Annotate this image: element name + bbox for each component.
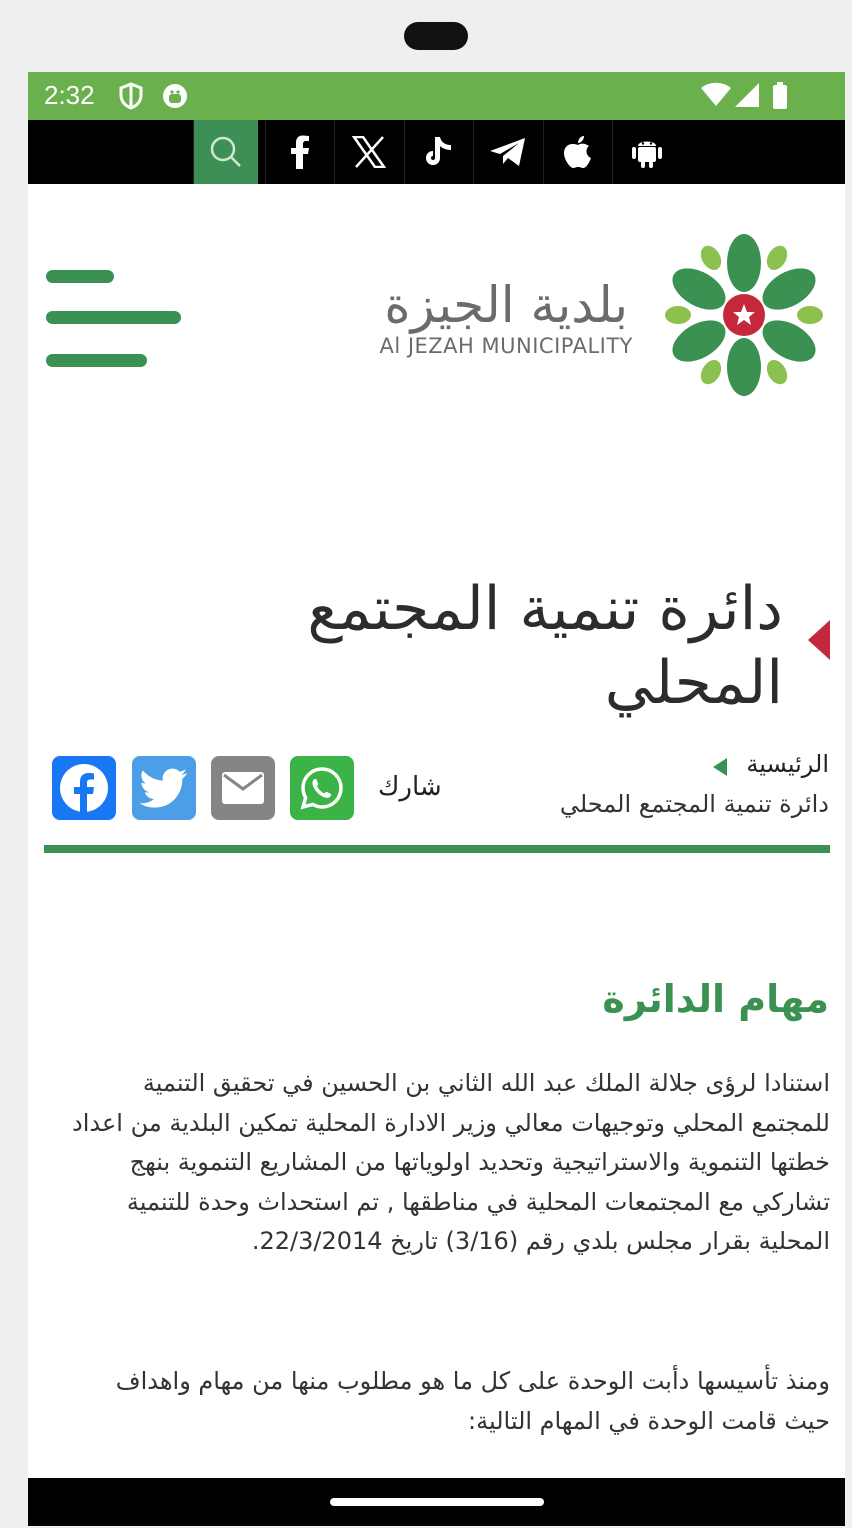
section-title: مهام الدائرة <box>602 977 829 1021</box>
camera-notch <box>404 22 468 50</box>
title-marker <box>808 620 830 660</box>
status-time: 2:32 <box>44 80 95 110</box>
section-divider <box>44 845 830 853</box>
search-icon <box>209 135 243 169</box>
navigation-bar <box>28 1478 845 1526</box>
search-button[interactable] <box>193 120 258 184</box>
battery-icon <box>772 82 788 114</box>
android-link[interactable] <box>612 120 681 184</box>
wifi-icon <box>700 82 732 112</box>
facebook-link[interactable] <box>265 120 334 184</box>
tiktok-icon <box>424 135 454 169</box>
menu-line <box>46 354 147 367</box>
telegram-link[interactable] <box>473 120 542 184</box>
share-twitter-button[interactable] <box>132 756 196 820</box>
screen <box>28 72 845 1526</box>
share-facebook-button[interactable] <box>52 756 116 820</box>
twitter-icon <box>140 768 188 808</box>
breadcrumb-home[interactable]: الرئيسية <box>746 750 829 778</box>
x-icon <box>352 136 386 168</box>
facebook-icon <box>59 763 109 813</box>
logo-english: Al JEZAH MUNICIPALITY <box>379 334 633 358</box>
signal-icon <box>734 82 760 112</box>
shield-icon <box>118 82 144 114</box>
home-gesture-handle[interactable] <box>330 1498 544 1506</box>
facebook-icon <box>290 135 310 169</box>
paragraph-tasks: ومنذ تأسيسها دأبت الوحدة على كل ما هو مطلوب منها من مهام واهداف حيث قامت الوحدة في المهام التالية: <box>115 1367 830 1435</box>
logo-arabic: بلدية الجيزة <box>384 276 628 334</box>
municipality-logo-icon[interactable] <box>658 229 830 401</box>
telegram-icon <box>489 137 527 167</box>
share-email-button[interactable] <box>211 756 275 820</box>
breadcrumb-current: دائرة تنمية المجتمع المحلي <box>559 790 829 818</box>
share-whatsapp-button[interactable] <box>290 756 354 820</box>
share-label: شارك <box>378 772 442 802</box>
tiktok-link[interactable] <box>404 120 473 184</box>
apple-link[interactable] <box>543 120 612 184</box>
android-debug-icon <box>161 82 189 114</box>
paragraph-intro: استنادا لرؤى جلالة الملك عبد الله الثاني بن الحسين في تحقيق التنمية للمجتمع المحلي وتوجيهات معالي وزير الادارة المحلية تمكين البلدية من اعداد خطتها التنموية والاستراتيجية وتحديد اولوياتها من المشاريع التنموية بنهج تشاركي مع المجتمعات المحلية في مناطقها , تم استحداث وحدة للتنمية المحلية بقرار مجلس بلدي رقم (3/16) تاريخ 22/3/2014. <box>72 1069 830 1255</box>
email-icon <box>221 771 265 805</box>
breadcrumb-arrow-icon <box>713 758 727 776</box>
social-bar <box>28 120 845 184</box>
apple-icon <box>562 134 594 170</box>
page-title: دائرة تنمية المجتمع المحلي <box>307 574 783 718</box>
menu-line <box>46 270 114 283</box>
android-icon <box>629 134 665 170</box>
status-bar <box>28 72 845 120</box>
whatsapp-icon <box>299 765 345 811</box>
x-link[interactable] <box>334 120 403 184</box>
site-header <box>28 184 845 444</box>
menu-line <box>46 311 181 324</box>
